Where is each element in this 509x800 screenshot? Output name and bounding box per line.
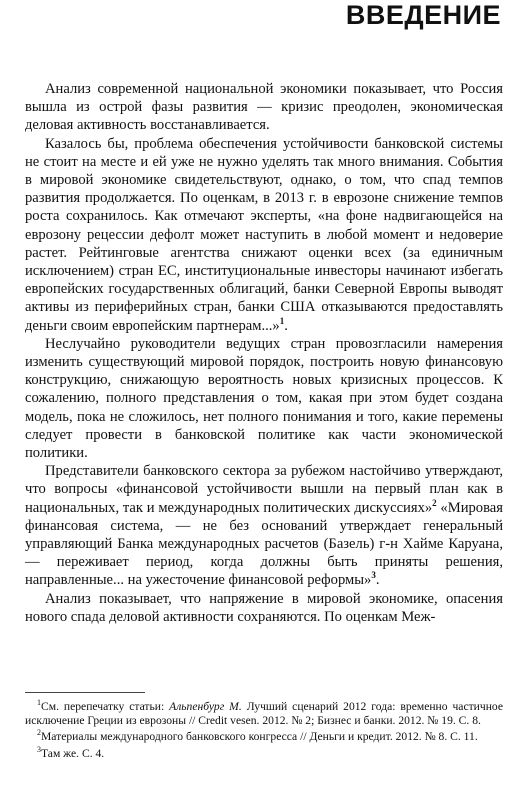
footnotes xyxy=(25,700,503,763)
footnote-number: 3 xyxy=(37,744,41,754)
footnote-author: Альпенбург М. xyxy=(169,700,242,713)
footnote-3 xyxy=(25,744,503,761)
paragraph-text: Казалось бы, проблема обеспечения устойчивости банковской системы не стоит на месте и ей уже не нужно уделять так много внимания. События в мировой экономике свидетельствуют, однако, о том, что спад темпов развития продолжается. По оценкам, в 2013 г. в еврозоне снижение темпов роста сохранилось. Как отмечают эксперты, «на фоне надвигающейся на еврозону рецессии дефолт может наступить в любой момент и недоверие растет. Рейтинговые агентства снижают оценки всех (за единичным исключением) стран ЕС, институциональные инвесторы начинают избегать европейских государственных облигаций, банки Северной Европы выводят активы из периферийных стран, банки США отказываются предоставлять деньги своим европейским партнерам...» xyxy=(25,135,503,334)
footnote-ref-1[interactable]: 1 xyxy=(279,315,285,326)
paragraph-text: Анализ показывает, что напряжение в мировой экономике, опасения нового спада деловой активности сохраняются. По оценкам Меж- xyxy=(25,590,503,625)
paragraph-text: «Мировая финансовая система, — не без оснований утверждает генеральный управляющий Банка международных расчетов (Базель) г-н Хайме Каруана, — переживает период, когда должны быть приняты решения, направленные... на ужесточение финансовой реформы» xyxy=(25,499,503,589)
footnote-ref-3[interactable]: 3 xyxy=(371,570,376,581)
paragraph-2: Казалось бы, проблема обеспечения устойчивости банковской системы не стоит на месте и ей уже не нужно уделять так много внимания. События в мировой экономике свидетельствуют, однако, о том, что спад темпов развития продолжается. По оценкам, в 2013 г. в еврозоне снижение темпов роста сохранилось. Как отмечают эксперты, «на фоне надвигающейся на еврозону рецессии дефолт может наступить в любой момент и недоверие растет. Рейтинговые агентства снижают оценки всех (за единичным исключением) стран ЕС, институциональные инвесторы начинают избегать европейских государственных облигаций, банки Северной Европы выводят активы из периферийных стран, банки США отказываются предоставлять деньги своим европейским партнерам...»$^1$. xyxy=(25,135,503,334)
footnote-divider xyxy=(25,692,145,693)
footnote-2 xyxy=(25,730,503,744)
paragraph-3 xyxy=(25,335,503,462)
footnote-text: Материалы международного банковского конгресса // Деньги и кредит. 2012. № 8. С. 11. xyxy=(41,730,478,744)
paragraph-5 xyxy=(25,590,503,626)
footnote-number: 2 xyxy=(37,728,41,738)
footnote-text: Лучший сценарий 2012 года: временно частичное исключение Греции из еврозоны // Credit vesen. 2012. № 2; Бизнес и банки. 2012. № 19. С. 8. xyxy=(25,700,503,728)
paragraph-1 xyxy=(25,80,503,135)
paragraph-text: Неслучайно руководители ведущих стран провозгласили намерения изменить существующий мировой порядок, построить новую финансовую конструкцию, снижающую вероятность новых кризисных процессов. К сожалению, полного представления о том, какая при этом будет создана модель, пока не сложилось, нет полного понимания и того, какие перемены следует провести в банковской политике как части экономической политики. xyxy=(25,335,503,462)
paragraph-4: Представители банковского сектора за рубежом настойчиво утверждают, что вопросы «финансовой устойчивости вышли на первый план как в национальных, так и международных политических дискуссиях»$^2$ «Мировая финансовая система, — не без оснований утверждает генеральный управляющий Банка международных расчетов (Базель) г-н Хайме Каруана, — переживает период, когда должны быть приняты решения, направленные... на ужесточение финансовой реформы»$^3$. xyxy=(25,463,503,589)
footnote-text: См. перепечатку статьи: xyxy=(41,700,170,713)
footnote-number: 1 xyxy=(37,698,41,708)
page-title: ВВЕДЕНИЕ xyxy=(345,0,501,30)
paragraph-text: Анализ современной национальной экономики показывает, что Россия вышла из острой фазы развития — кризис преодолен, экономическая деловая активность восстанавливается. xyxy=(25,81,503,134)
main-text xyxy=(25,80,503,626)
footnote-text: Там же. С. 4. xyxy=(41,746,105,760)
footnote-1 xyxy=(25,700,503,728)
paragraph-text: Представители банковского сектора за рубежом настойчиво утверждают, что вопросы «финансовой устойчивости вышли на первый план как в национальных, так и международных политических дискуссиях» xyxy=(25,463,503,516)
footnote-ref-2[interactable]: 2 xyxy=(432,497,437,508)
